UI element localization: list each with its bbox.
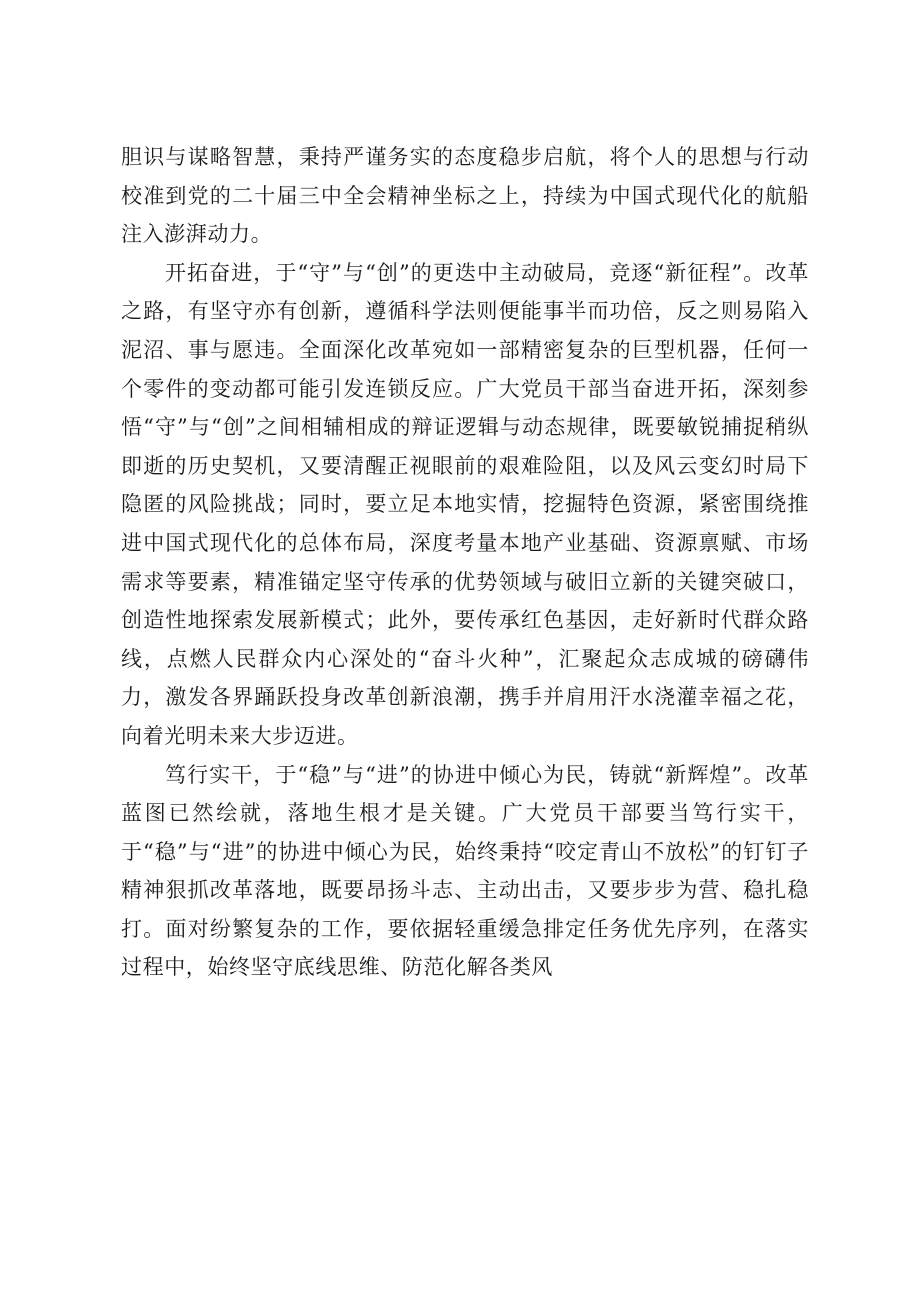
paragraph-continued: 胆识与谋略智慧，秉持严谨务实的态度稳步启航，将个人的思想与行动校准到党的二十届三中全会精神坐标之上，持续为中国式现代化的航船注入澎湃动力。 bbox=[121, 145, 809, 247]
paragraph-practical: 笃行实干，于“稳”与“进”的协进中倾心为民，铸就“新辉煌”。改革蓝图已然绘就，落地生根才是关键。广大党员干部要当笃行实干，于“稳”与“进”的协进中倾心为民，始终秉持“咬定青山不放松”的钉钉子精神狠抓改革落地，既要昂扬斗志、主动出击，又要步步为营、稳扎稳打。面对纷繁复杂的工作，要依据轻重缓急排定任务优先序列，在落实过程中，始终坚守底线思维、防范化解各类风 bbox=[121, 762, 809, 980]
document-body bbox=[121, 138, 809, 987]
paragraph-pioneering: 开拓奋进，于“守”与“创”的更迭中主动破局，竞逐“新征程”。改革之路，有坚守亦有创新，遵循科学法则便能事半而功倍，反之则易陷入泥沼、事与愿违。全面深化改革宛如一部精密复杂的巨型机器，任何一个零件的变动都可能引发连锁反应。广大党员干部当奋进开拓，深刻参悟“守”与“创”之间相辅相成的辩证逻辑与动态规律，既要敏锐捕捉稍纵即逝的历史契机，又要清醒正视眼前的艰难险阻，以及风云变幻时局下隐匿的风险挑战；同时，要立足本地实情，挖掘特色资源，紧密围绕推进中国式现代化的总体布局，深度考量本地产业基础、资源禀赋、市场需求等要素，精准锚定坚守传承的优势领域与破旧立新的关键突破口，创造性地探索发展新模式；此外，要传承红色基因，走好新时代群众路线，点燃人民群众内心深处的“奋斗火种”，汇聚起众志成城的磅礴伟力，激发各界踊跃投身改革创新浪潮，携手并肩用汗水浇灌幸福之花，向着光明未来大步迈进。 bbox=[121, 260, 809, 748]
